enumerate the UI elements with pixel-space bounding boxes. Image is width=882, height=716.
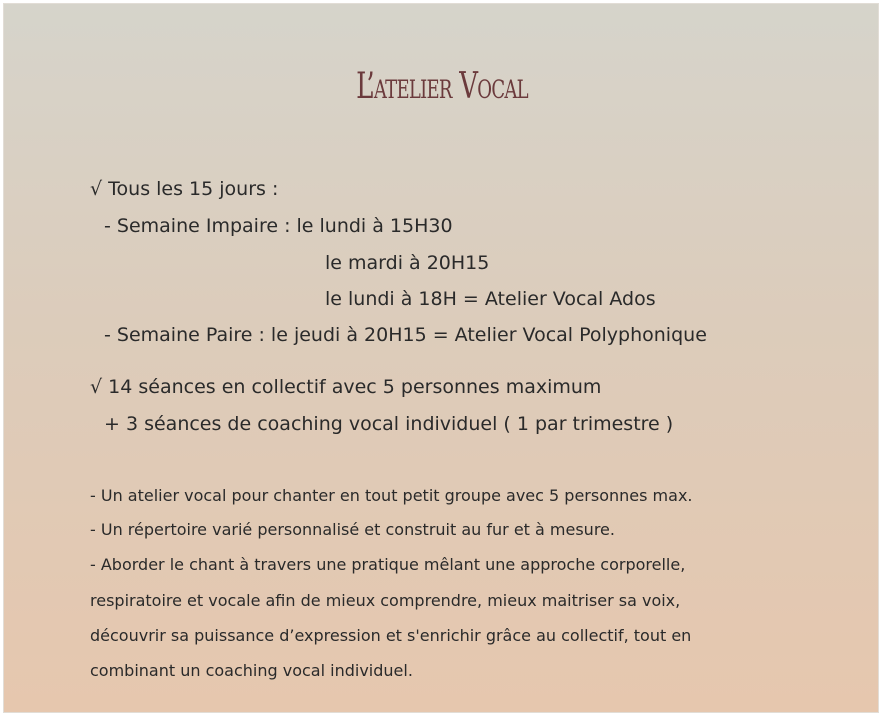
description-line: découvrir sa puissance d’expression et s'enrichir grâce au collectif, tout en (90, 626, 692, 645)
schedule-odd-week-line-1: - Semaine Impaire : le lundi à 15H30 (104, 215, 453, 237)
page-title: L’atelier Vocal (356, 66, 528, 107)
schedule-heading: √ Tous les 15 jours : (90, 178, 279, 200)
description-line: - Un répertoire varié personnalisé et construit au fur et à mesure. (90, 520, 615, 539)
sessions-collective: √ 14 séances en collectif avec 5 personnes maximum (90, 376, 602, 398)
schedule-odd-week-line-2: le mardi à 20H15 (325, 252, 490, 274)
sessions-coaching: + 3 séances de coaching vocal individuel ( 1 par trimestre ) (104, 413, 674, 435)
schedule-even-week: - Semaine Paire : le jeudi à 20H15 = Atelier Vocal Polyphonique (104, 324, 707, 346)
description-line: combinant un coaching vocal individuel. (90, 661, 413, 680)
description-line: - Un atelier vocal pour chanter en tout petit groupe avec 5 personnes max. (90, 486, 693, 505)
description-line: - Aborder le chant à travers une pratique mêlant une approche corporelle, (90, 555, 686, 574)
description-line: respiratoire et vocale afin de mieux comprendre, mieux maitriser sa voix, (90, 591, 681, 610)
content-card (3, 3, 879, 713)
schedule-odd-week-line-3: le lundi à 18H = Atelier Vocal Ados (325, 288, 656, 310)
